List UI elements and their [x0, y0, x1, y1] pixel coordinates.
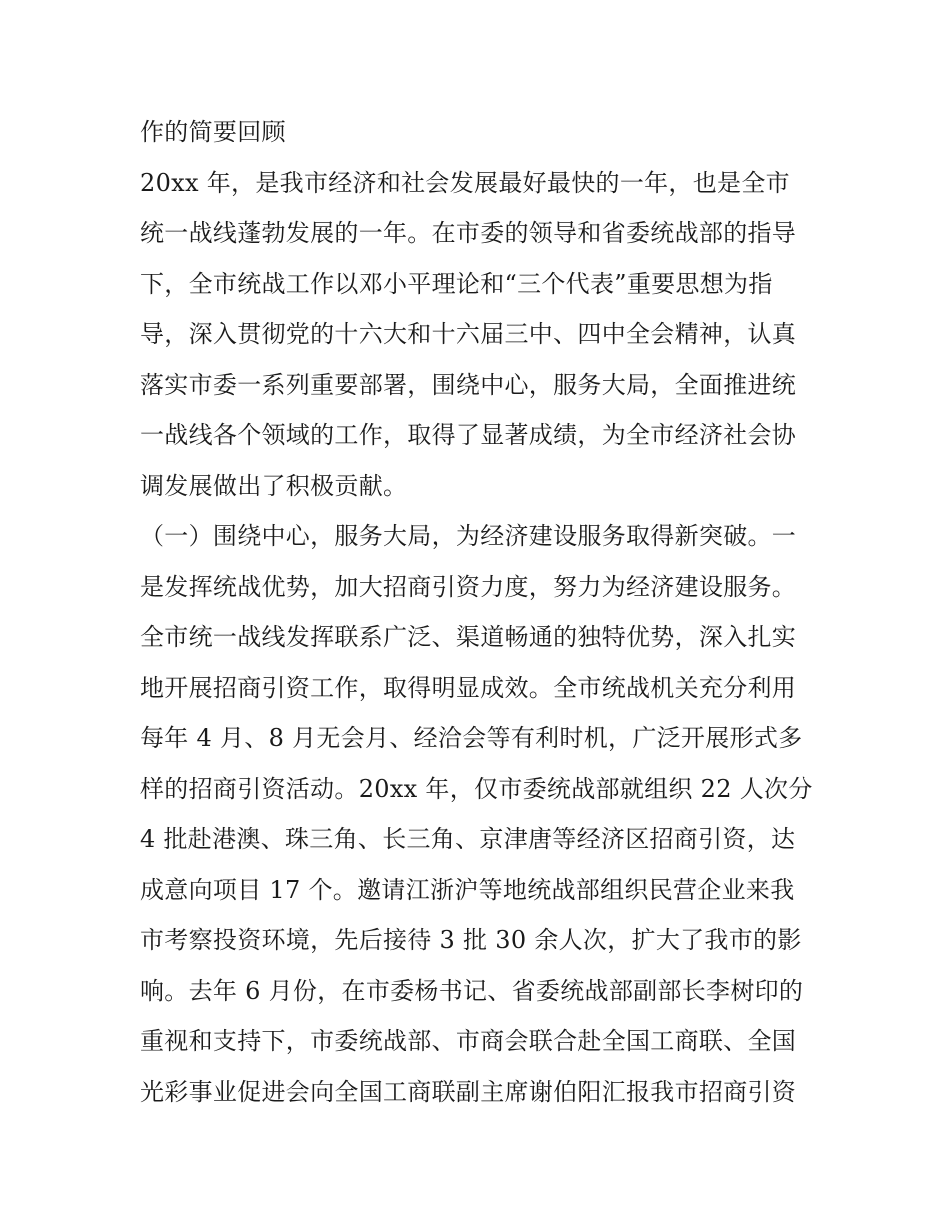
text-line: 地开展招商引资工作，取得明显成效。全市统战机关充分利用 — [140, 673, 797, 702]
text-line: 落实市委一系列重要部署，围绕中心，服务大局，全面推进统 — [140, 370, 797, 399]
text-line: 统一战线蓬勃发展的一年。在市委的领导和省委统战部的指导 — [140, 219, 797, 247]
text-line: 成意向项目 17 个。邀请江浙沪等地统战部组织民营企业来我 — [140, 875, 795, 904]
text-line: 光彩事业促进会向全国工商联副主席谢伯阳汇报我市招商引资 — [140, 1077, 797, 1106]
text-line: 样的招商引资活动。20xx 年，仅市委统战部就组织 22 人次分 — [140, 774, 813, 803]
text-line: 每年 4 月、8 月无会月、经洽会等有利时机，广泛开展形式多 — [140, 724, 803, 752]
text-line: 市考察投资环境，先后接待 3 批 30 余人次，扩大了我市的影 — [140, 926, 802, 954]
text-line: 一战线各个领域的工作，取得了显著成绩，为全市经济社会协 — [140, 421, 797, 449]
document-body — [140, 107, 812, 1117]
text-line: 4 批赴港澳、珠三角、长三角、京津唐等经济区招商引资，达 — [140, 825, 796, 853]
text-line: 作的简要回顾 — [140, 118, 286, 146]
text-line: （一）围绕中心，服务大局，为经济建设服务取得新突破。一 — [140, 522, 797, 550]
text-line: 响。去年 6 月份，在市委杨书记、省委统战部副部长李树印的 — [140, 976, 804, 1005]
text-line: 全市统一战线发挥联系广泛、渠道畅通的独特优势，深入扎实 — [140, 623, 797, 651]
text-line: 调发展做出了积极贡献。 — [140, 471, 408, 500]
text-line: 是发挥统战优势，加大招商引资力度，努力为经济建设服务。 — [140, 572, 797, 601]
text-line: 下，全市统战工作以邓小平理论和“三个代表”重要思想为指 — [140, 269, 773, 298]
text-line: 重视和支持下，市委统战部、市商会联合赴全国工商联、全国 — [140, 1027, 797, 1055]
text-line: 导，深入贯彻党的十六大和十六届三中、四中全会精神，认真 — [140, 320, 797, 348]
text-line: 20xx 年，是我市经济和社会发展最好最快的一年，也是全市 — [140, 168, 790, 197]
